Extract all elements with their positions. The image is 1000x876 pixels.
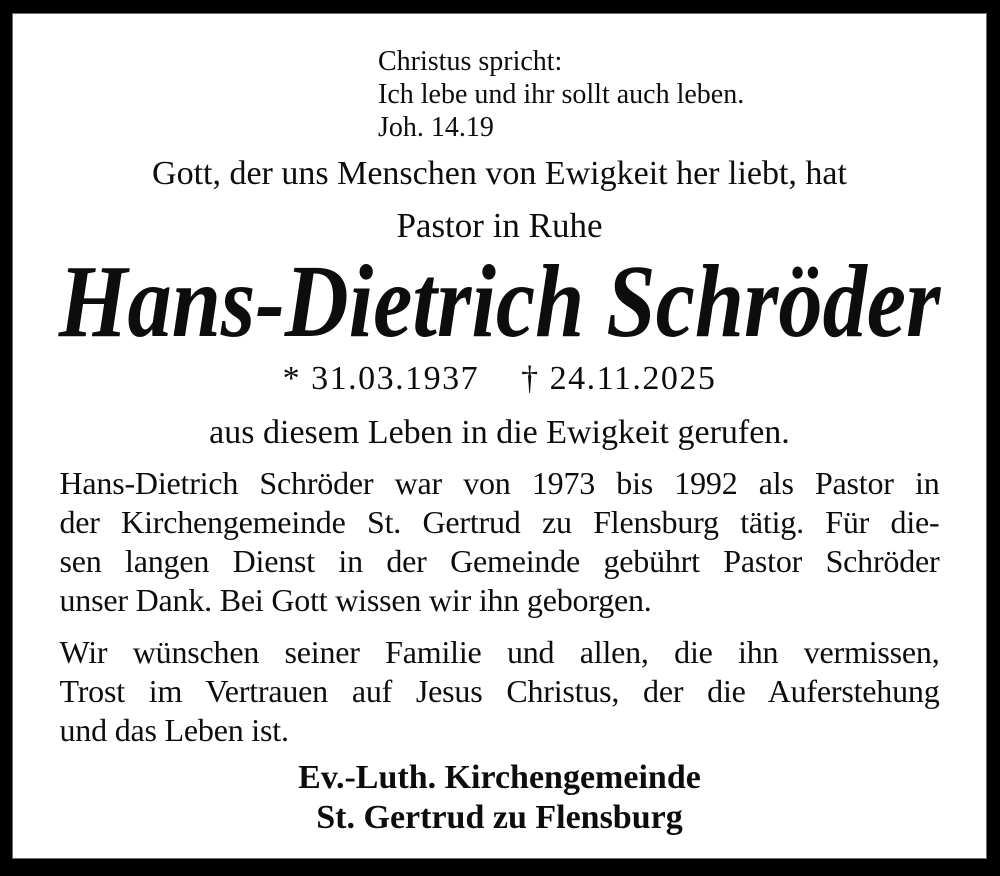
called-line: aus diesem Leben in die Ewigkeit gerufen. — [209, 414, 790, 451]
paragraph-2-line-2: Trost im Vertrauen auf Jesus Christus, der die Auferstehung — [59, 673, 940, 709]
scripture-quote — [13, 14, 986, 144]
deceased-name: Hans-Dietrich Schröder — [58, 244, 941, 359]
paragraph-1-line-1: Hans-Dietrich Schröder war von 1973 bis 1992 als Pastor in — [59, 465, 940, 501]
obituary-paragraph-2 — [60, 633, 940, 750]
birth-date: * 31.03.1937 — [282, 360, 480, 397]
paragraph-1-line-4: unser Dank. Bei Gott wissen wir ihn geborgen. — [59, 582, 652, 618]
death-date: † 24.11.2025 — [521, 360, 717, 397]
signature-block — [13, 758, 986, 838]
deceased-name-row — [13, 244, 986, 359]
signature-line-2: St. Gertrud zu Flensburg — [316, 799, 683, 836]
deceased-title: Pastor in Ruhe — [396, 206, 603, 245]
intro-line: Gott, der uns Menschen von Ewigkeit her liebt, hat — [152, 155, 847, 192]
scripture-quote-line-1: Christus spricht: — [378, 46, 563, 77]
signature-line-1: Ev.-Luth. Kirchengemeinde — [298, 759, 701, 796]
paragraph-1-line-2: der Kirchengemeinde St. Gertrud zu Flensburg tätig. Für die- — [59, 504, 940, 540]
obituary-paragraph-1 — [60, 464, 940, 620]
scripture-reference: Joh. 14.19 — [378, 112, 494, 143]
obituary-notice — [12, 13, 987, 859]
scripture-quote-line-2: Ich lebe und ihr sollt auch leben. — [378, 79, 745, 110]
paragraph-1-line-3: sen langen Dienst in der Gemeinde gebührt Pastor Schröder — [59, 543, 940, 579]
life-dates — [13, 359, 986, 399]
paragraph-2-line-3: und das Leben ist. — [59, 712, 289, 748]
paragraph-2-line-1: Wir wünschen seiner Familie und allen, die ihn vermissen, — [59, 634, 940, 670]
